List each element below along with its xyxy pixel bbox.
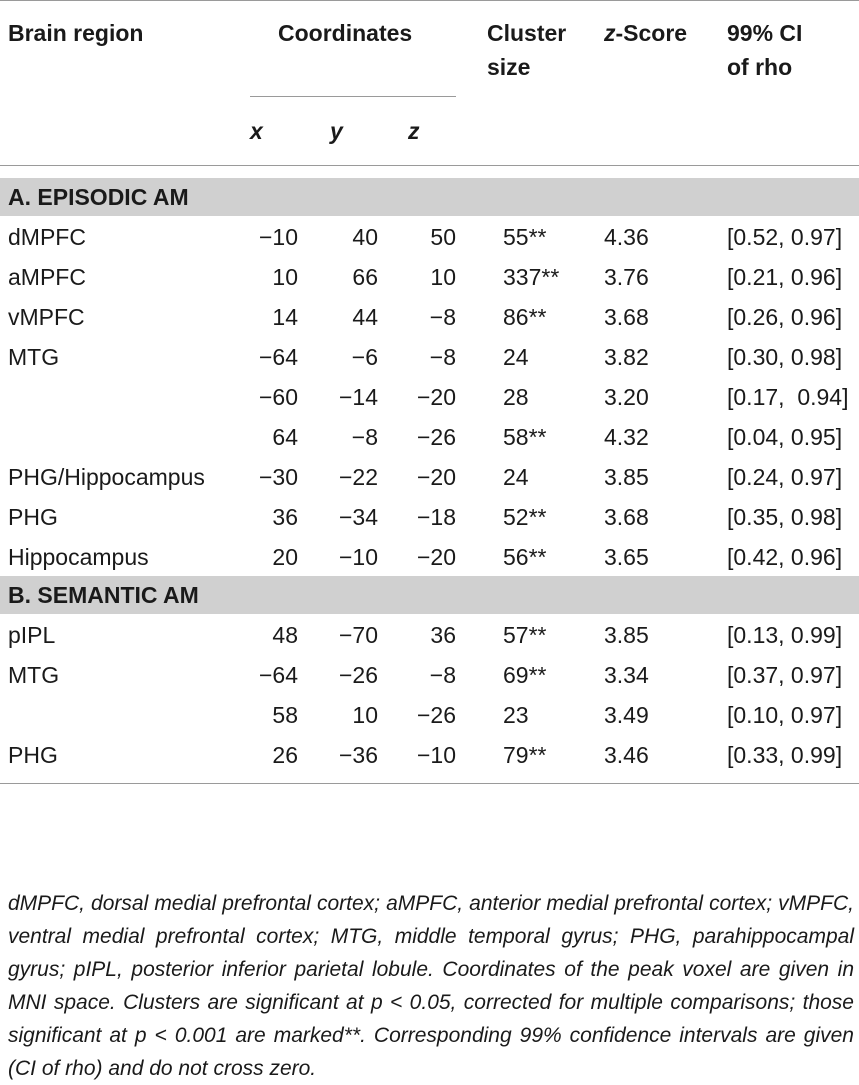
cell-zscore: 3.46 bbox=[604, 742, 649, 768]
cell-x: 48 bbox=[272, 622, 298, 648]
cell-zscore: 3.68 bbox=[604, 304, 649, 330]
cell-x: −60 bbox=[258, 384, 298, 410]
header-x: x bbox=[250, 118, 263, 144]
cell-region: pIPL bbox=[8, 622, 56, 648]
header-z: z bbox=[408, 118, 420, 144]
cell-ci: [0.35, 0.98] bbox=[727, 504, 843, 530]
cell-zscore: 3.85 bbox=[604, 464, 649, 490]
cell-ci: [0.42, 0.96] bbox=[727, 544, 843, 570]
cell-zscore: 3.34 bbox=[604, 662, 649, 688]
cell-region: dMPFC bbox=[8, 224, 86, 250]
cell-z: −8 bbox=[429, 662, 456, 688]
cell-zscore: 3.20 bbox=[604, 384, 649, 410]
table-footnote: dMPFC, dorsal medial prefrontal cortex; aMPFC, anterior medial prefrontal cortex; vMPFC, ventral medial prefrontal cortex; MTG, middle temporal gyrus; PHG, parahippocampal gyrus; pIPL, posterior inferior parietal lobule. Coordinates of the peak voxel are given in MNI space. Clusters are significant at p < 0.05, corrected for multiple comparisons; those significant at p < 0.001 are marked**. Corresponding 99% confidence intervals are given (CI of rho) and do not cross zero. bbox=[8, 892, 854, 1080]
table-row bbox=[0, 417, 859, 457]
section-band-semantic bbox=[0, 576, 859, 614]
cell-ci: [0.33, 0.99] bbox=[727, 742, 843, 768]
cell-region: vMPFC bbox=[8, 304, 85, 330]
cell-ci: [0.04, 0.95] bbox=[727, 424, 843, 450]
cell-z: −18 bbox=[416, 504, 456, 530]
cell-cluster-size: 86** bbox=[503, 304, 547, 330]
table-row bbox=[0, 695, 859, 735]
top-rule bbox=[0, 0, 859, 1]
cell-x: 26 bbox=[272, 742, 298, 768]
table-row bbox=[0, 297, 859, 337]
cell-cluster-size: 24 bbox=[503, 344, 529, 370]
cell-x: 14 bbox=[272, 304, 298, 330]
cell-ci: [0.10, 0.97] bbox=[727, 702, 843, 728]
cell-y: 44 bbox=[352, 304, 378, 330]
cell-cluster-size: 337** bbox=[503, 264, 560, 290]
cell-region: MTG bbox=[8, 662, 60, 688]
cell-region: PHG bbox=[8, 742, 58, 768]
table-row bbox=[0, 217, 859, 257]
cell-cluster-size: 69** bbox=[503, 662, 547, 688]
table-row bbox=[0, 655, 859, 695]
cell-cluster-size: 58** bbox=[503, 424, 547, 450]
cell-region: PHG/Hippocampus bbox=[8, 464, 205, 490]
cell-x: −64 bbox=[258, 662, 298, 688]
cell-zscore: 3.65 bbox=[604, 544, 649, 570]
cell-cluster-size: 57** bbox=[503, 622, 547, 648]
table-row bbox=[0, 537, 859, 577]
header-cluster-size-line1: Cluster bbox=[487, 20, 567, 46]
cell-ci: [0.24, 0.97] bbox=[727, 464, 843, 490]
cell-region: PHG bbox=[8, 504, 58, 530]
cell-ci: [0.13, 0.99] bbox=[727, 622, 843, 648]
cell-y: −36 bbox=[338, 742, 378, 768]
cell-cluster-size: 55** bbox=[503, 224, 547, 250]
cell-y: 10 bbox=[352, 702, 378, 728]
section-band-episodic bbox=[0, 178, 859, 216]
header-cluster-size bbox=[487, 16, 566, 84]
cell-cluster-size: 79** bbox=[503, 742, 547, 768]
cell-zscore: 3.49 bbox=[604, 702, 649, 728]
cell-y: −14 bbox=[338, 384, 378, 410]
header-zscore-rest: -Score bbox=[615, 20, 688, 46]
header-cluster-size-line2: size bbox=[487, 54, 531, 80]
cell-z: −10 bbox=[416, 742, 456, 768]
table-bottom-rule bbox=[0, 783, 859, 784]
cell-y: 66 bbox=[352, 264, 378, 290]
cell-x: −30 bbox=[258, 464, 298, 490]
cell-z: −8 bbox=[429, 304, 456, 330]
cell-x: 10 bbox=[272, 264, 298, 290]
cell-z: 10 bbox=[430, 264, 456, 290]
table-row bbox=[0, 735, 859, 775]
header-brain-region: Brain region bbox=[8, 20, 144, 46]
cell-ci: [0.52, 0.97] bbox=[727, 224, 843, 250]
cell-region: Hippocampus bbox=[8, 544, 149, 570]
cell-ci: [0.17, 0.94] bbox=[727, 384, 849, 410]
cell-ci: [0.26, 0.96] bbox=[727, 304, 843, 330]
header-ci bbox=[727, 16, 802, 84]
cell-z: −26 bbox=[416, 702, 456, 728]
cell-z: −20 bbox=[416, 544, 456, 570]
cell-z: −20 bbox=[416, 384, 456, 410]
cell-zscore: 4.32 bbox=[604, 424, 649, 450]
table-row bbox=[0, 377, 859, 417]
cell-x: 36 bbox=[272, 504, 298, 530]
cell-ci: [0.37, 0.97] bbox=[727, 662, 843, 688]
cell-x: 58 bbox=[272, 702, 298, 728]
table-row bbox=[0, 257, 859, 297]
cell-y: −8 bbox=[351, 424, 378, 450]
cell-cluster-size: 56** bbox=[503, 544, 547, 570]
cell-region: aMPFC bbox=[8, 264, 86, 290]
cell-cluster-size: 24 bbox=[503, 464, 529, 490]
header-y: y bbox=[330, 118, 343, 144]
table-row bbox=[0, 497, 859, 537]
cell-x: 20 bbox=[272, 544, 298, 570]
header-ci-line1: 99% CI bbox=[727, 20, 803, 46]
coordinates-rule bbox=[250, 96, 456, 97]
cell-zscore: 4.36 bbox=[604, 224, 649, 250]
cell-cluster-size: 23 bbox=[503, 702, 529, 728]
table-row bbox=[0, 615, 859, 655]
cell-z: −26 bbox=[416, 424, 456, 450]
header-ci-line2: of rho bbox=[727, 54, 793, 80]
cell-y: −22 bbox=[338, 464, 378, 490]
section-title: A. EPISODIC AM bbox=[8, 184, 189, 210]
header-bottom-rule bbox=[0, 165, 859, 166]
cell-y: −34 bbox=[338, 504, 378, 530]
cell-x: −64 bbox=[258, 344, 298, 370]
cell-region: MTG bbox=[8, 344, 60, 370]
cell-z: −8 bbox=[429, 344, 456, 370]
cell-x: 64 bbox=[272, 424, 298, 450]
cell-z: 50 bbox=[430, 224, 456, 250]
table-row bbox=[0, 337, 859, 377]
cell-y: 40 bbox=[352, 224, 378, 250]
cell-y: −70 bbox=[338, 622, 378, 648]
header-coordinates: Coordinates bbox=[278, 20, 413, 46]
table-row bbox=[0, 457, 859, 497]
cell-ci: [0.21, 0.96] bbox=[727, 264, 843, 290]
cell-zscore: 3.76 bbox=[604, 264, 649, 290]
cell-y: −10 bbox=[338, 544, 378, 570]
cell-cluster-size: 52** bbox=[503, 504, 547, 530]
section-title: B. SEMANTIC AM bbox=[8, 582, 199, 608]
cell-y: −6 bbox=[351, 344, 378, 370]
cell-ci: [0.30, 0.98] bbox=[727, 344, 843, 370]
cell-z: −20 bbox=[416, 464, 456, 490]
cell-z: 36 bbox=[430, 622, 456, 648]
cell-y: −26 bbox=[338, 662, 378, 688]
cell-cluster-size: 28 bbox=[503, 384, 529, 410]
cell-x: −10 bbox=[258, 224, 298, 250]
header-zscore bbox=[604, 16, 687, 50]
header-zscore-italic: z bbox=[604, 20, 616, 46]
cell-zscore: 3.82 bbox=[604, 344, 649, 370]
cell-zscore: 3.85 bbox=[604, 622, 649, 648]
cell-zscore: 3.68 bbox=[604, 504, 649, 530]
